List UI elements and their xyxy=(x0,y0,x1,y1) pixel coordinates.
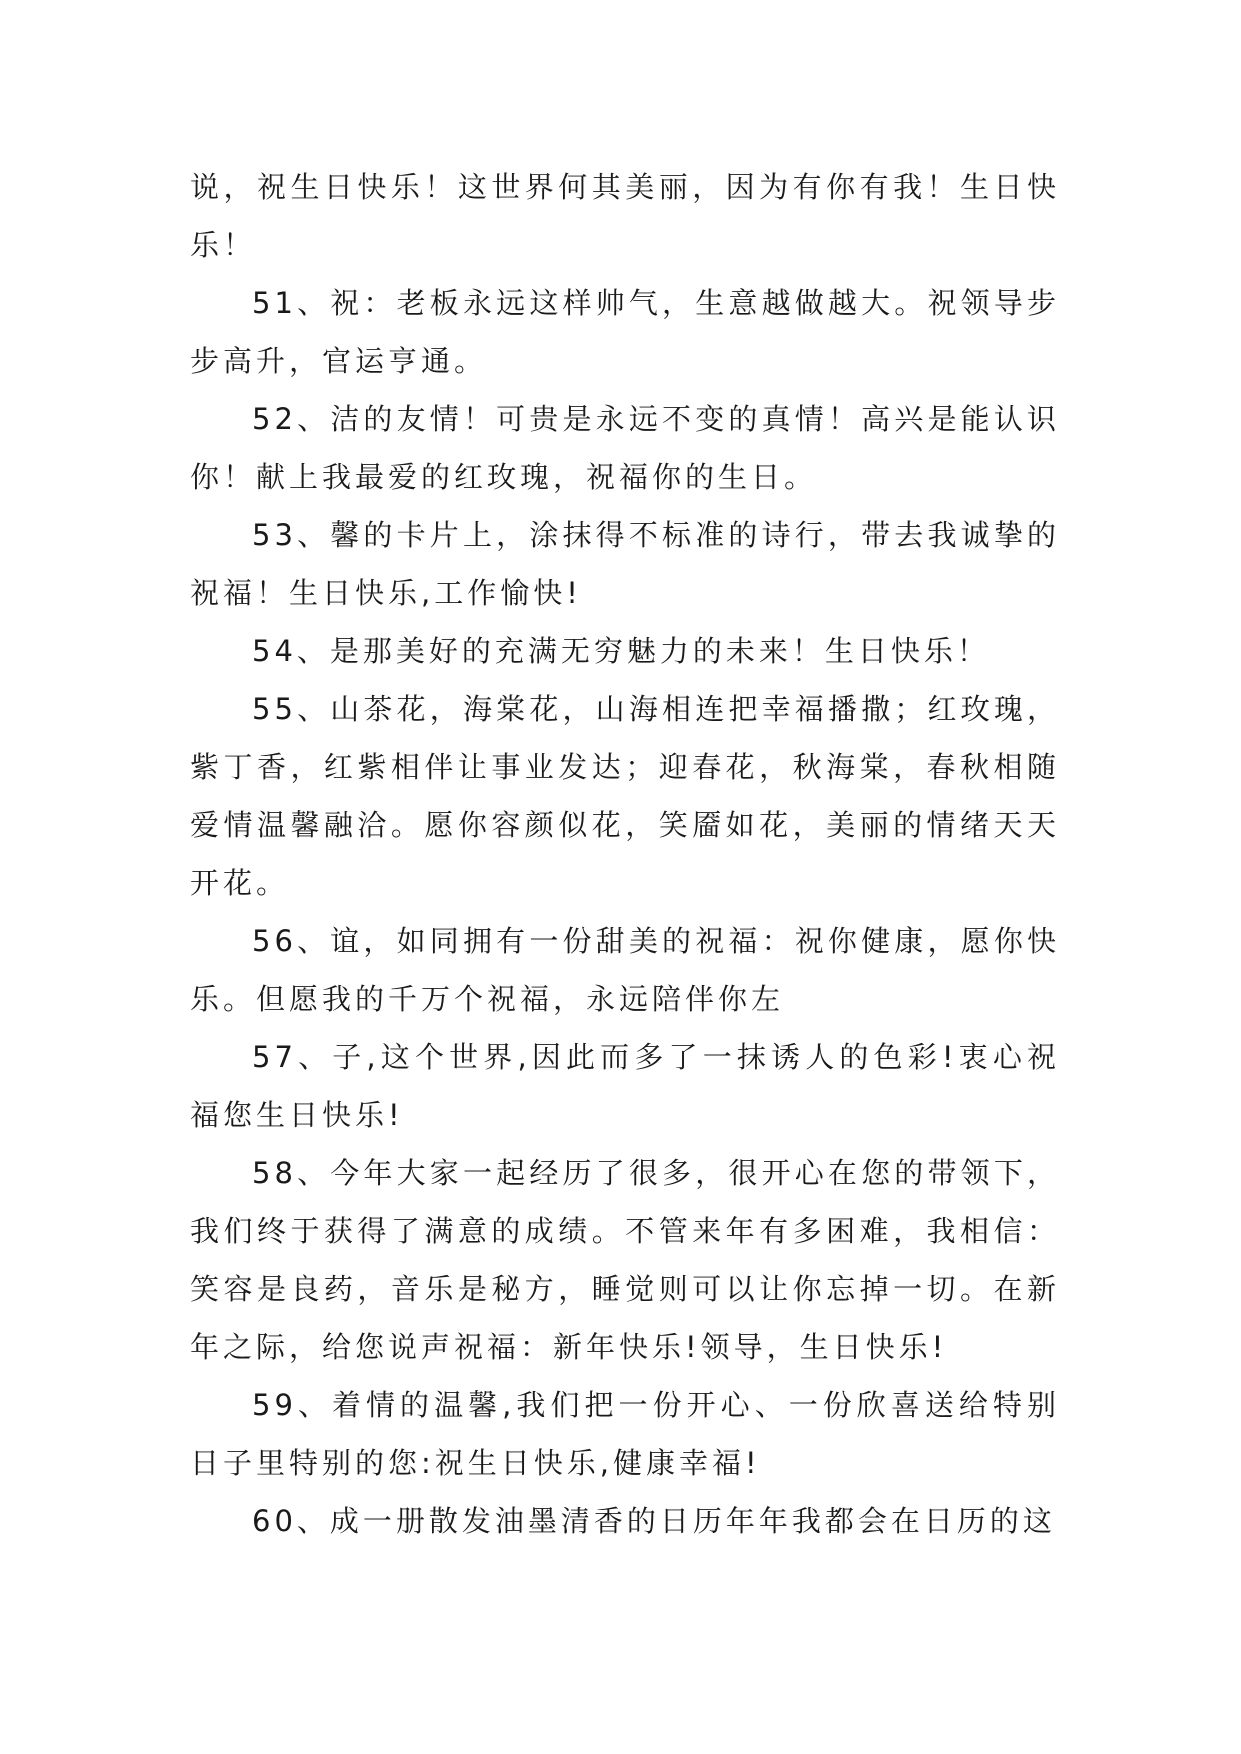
paragraph-52: 52、洁的友情！可贵是永远不变的真情！高兴是能认识你！献上我最爱的红玫瑰，祝福你的生日。 xyxy=(190,402,1060,494)
paragraph-58: 58、今年大家一起经历了很多，很开心在您的带领下，我们终于获得了满意的成绩。不管来年有多困难，我相信：笑容是良药，音乐是秘方，睡觉则可以让你忘掉一切。在新年之际，给您说声祝福：新年快乐!领导，生日快乐! xyxy=(190,1156,1060,1364)
paragraph-continuation: 说，祝生日快乐！这世界何其美丽，因为有你有我！生日快乐！ xyxy=(190,170,1060,262)
paragraph-53: 53、馨的卡片上，涂抹得不标准的诗行，带去我诚挚的祝福！生日快乐,工作愉快! xyxy=(190,518,1060,610)
paragraph-51: 51、祝：老板永远这样帅气，生意越做越大。祝领导步步高升，官运亨通。 xyxy=(190,286,1060,378)
paragraph-60: 60、成一册散发油墨清香的日历年年我都会在日历的这 xyxy=(252,1504,1056,1538)
paragraph-56: 56、谊，如同拥有一份甜美的祝福：祝你健康，愿你快乐。但愿我的千万个祝福，永远陪伴你左 xyxy=(190,924,1060,1016)
paragraph-54: 54、是那美好的充满无穷魅力的未来！生日快乐！ xyxy=(252,634,990,668)
paragraph-57: 57、子,这个世界,因此而多了一抹诱人的色彩!衷心祝福您生日快乐! xyxy=(190,1040,1060,1132)
document-body xyxy=(190,158,1060,1550)
paragraph-59: 59、着情的温馨,我们把一份开心、一份欣喜送给特别日子里特别的您:祝生日快乐,健康幸福! xyxy=(190,1388,1060,1480)
paragraph-55: 55、山茶花，海棠花，山海相连把幸福播撒；红玫瑰，紫丁香，红紫相伴让事业发达；迎春花，秋海棠，春秋相随爱情温馨融洽。愿你容颜似花，笑靥如花，美丽的情绪天天开花。 xyxy=(190,692,1060,900)
